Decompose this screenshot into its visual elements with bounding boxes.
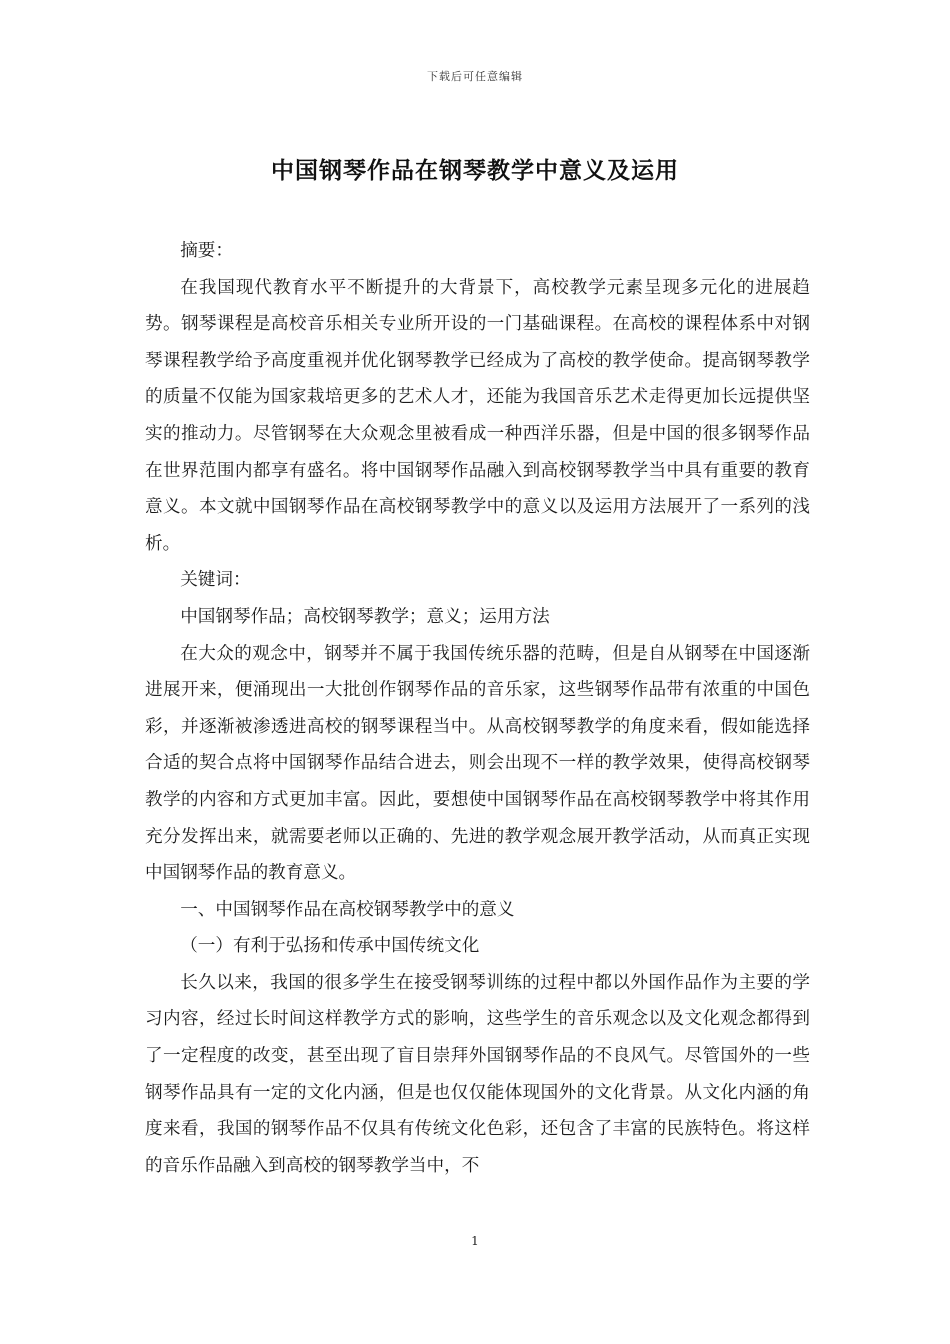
abstract-label: 摘要：: [180, 241, 233, 261]
body-paragraph: 长久以来，我国的很多学生在接受钢琴训练的过程中都以外国作品作为主要的学习内容，经过长时间这样教学方式的影响，这些学生的音乐观念以及文化观念都得到了一定程度的改变，甚至出现了盲目崇拜外国钢琴作品的不良风气。尽管国外的一些钢琴作品具有一定的文化内涵，但是也仅仅能体现国外的文化背景。从文化内涵的角度来看，我国的钢琴作品不仅具有传统文化色彩，还包含了丰富的民族特色。将这样的音乐作品融入到高校的钢琴教学当中，不: [145, 972, 810, 1176]
keywords-label: 关键词：: [180, 570, 251, 591]
document-title: 中国钢琴作品在钢琴教学中意义及运用: [271, 157, 679, 184]
keywords-text: 中国钢琴作品；高校钢琴教学；意义；运用方法: [180, 606, 550, 627]
subsection-heading: （一）有利于弘扬和传承中国传统文化: [180, 936, 480, 957]
document-body: [145, 233, 810, 1184]
intro-paragraph: 在大众的观念中，钢琴并不属于我国传统乐器的范畴，但是自从钢琴在中国逐渐进展开来，便涌现出一大批创作钢琴作品的音乐家，这些钢琴作品带有浓重的中国色彩，并逐渐被渗透进高校的钢琴课程当中。从高校钢琴教学的角度来看，假如能选择合适的契合点将中国钢琴作品结合进去，则会出现不一样的教学效果，使得高校钢琴教学的内容和方式更加丰富。因此，要想使中国钢琴作品在高校钢琴教学中将其作用充分发挥出来，就需要老师以正确的、先进的教学观念展开教学活动，从而真正实现中国钢琴作品的教育意义。: [145, 643, 810, 884]
section-heading: 一、中国钢琴作品在高校钢琴教学中的意义: [180, 899, 515, 920]
abstract-paragraph: 在我国现代教育水平不断提升的大背景下，高校教学元素呈现多元化的进展趋势。钢琴课程是高校音乐相关专业所开设的一门基础课程。在高校的课程体系中对钢琴课程教学给予高度重视并优化钢琴教学已经成为了高校的教学使命。提高钢琴教学的质量不仅能为国家栽培更多的艺术人才，还能为我国音乐艺术走得更加长远提供坚实的推动力。尽管钢琴在大众观念里被看成一种西洋乐器，但是中国的很多钢琴作品在世界范围内都享有盛名。将中国钢琴作品融入到高校钢琴教学当中具有重要的教育意义。本文就中国钢琴作品在高校钢琴教学中的意义以及运用方法展开了一系列的浅析。: [145, 277, 810, 554]
page-header-note: 下载后可任意编辑: [427, 70, 523, 83]
page-number: 1: [471, 1234, 479, 1248]
